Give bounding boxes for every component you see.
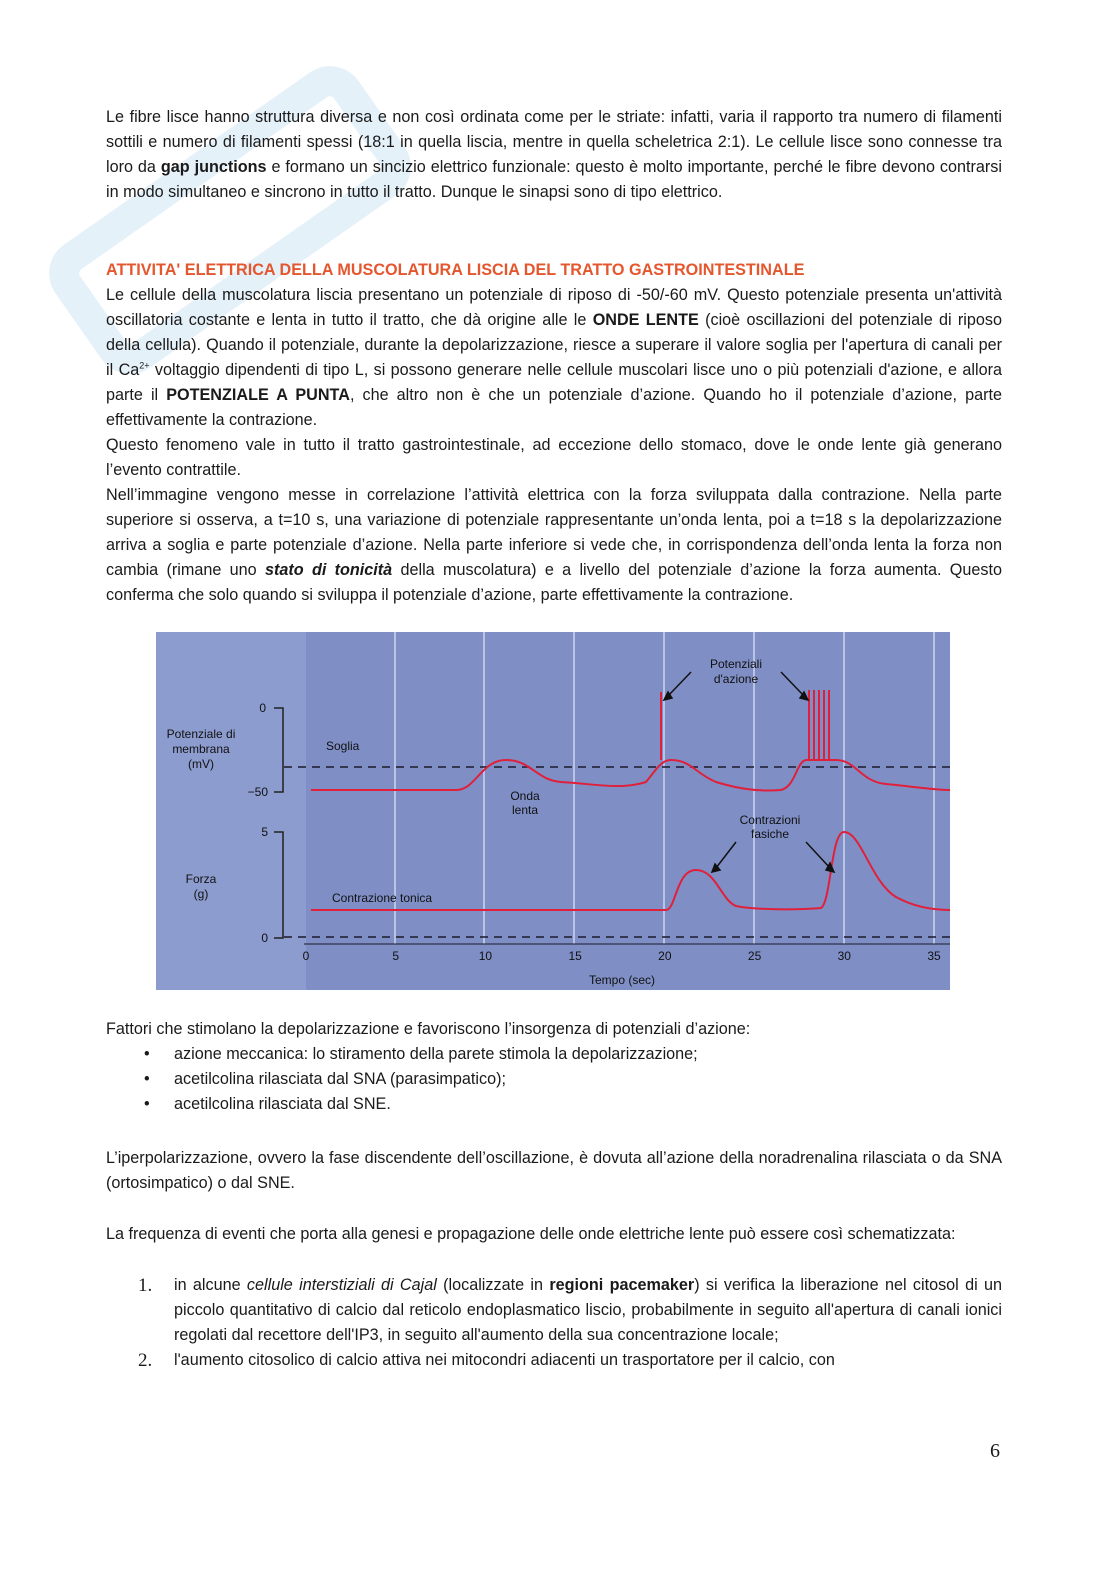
- x-tick-label: 20: [658, 949, 672, 963]
- tick-top-0: 0: [259, 701, 266, 715]
- list-item: • acetilcolina rilasciata dal SNA (parasimpatico);: [174, 1067, 1002, 1092]
- numbered-list: [106, 1273, 1002, 1373]
- label-onda-lenta-2: lenta: [511, 803, 539, 817]
- paragraph-slow-waves: Le cellule della muscolatura liscia presentano un potenziale di riposo di -50/-60 mV. Questo potenziale presenta un'attività oscillatoria costante e lenta in tutto il tratto, che dà origine alle le ONDE LENTE (cioè oscillazioni del potenziale di riposo della cellula). Quando il potenziale, durante la depolarizzazione, riesce a superare il valore soglia per l'apertura di canali per il $Ca^{2+}$ voltaggio dipendenti di tipo L, si possono generare nelle cellule muscolari lisce uno o più potenziali d'azione, e allora parte il POTENZIALE A PUNTA, che altro non è che un potenziale d’azione. Quando ho il potenziale d’azione, parte effettivamente la contrazione.: [106, 286, 1002, 429]
- list-item: 1. in alcune cellule interstiziali di Cajal (localizzate in regioni pacemaker) si verifica la liberazione nel citosol di un piccolo quantitativo di calcio dal reticolo endoplasmatico liscio, probabilmente in seguito all'apertura di canali ionici regolati dal recettore dell'IP3, in seguito all'aumento della sua concentrazione locale;: [138, 1275, 1003, 1344]
- x-tick-label: 35: [927, 949, 941, 963]
- label-soglia: Soglia: [326, 739, 360, 753]
- x-tick-label: 5: [392, 949, 400, 963]
- label-contrazioni-1: Contrazioni: [739, 813, 801, 827]
- label-contrazione-tonica: Contrazione tonica: [332, 891, 433, 905]
- label-onda-lenta-1: Onda: [510, 789, 540, 803]
- ylabel-top-line1: Potenziale di: [166, 727, 236, 741]
- label-contrazioni-2: fasiche: [750, 827, 790, 841]
- list-item: • acetilcolina rilasciata dal SNE.: [174, 1092, 1002, 1117]
- intro-paragraph: Le fibre lisce hanno struttura diversa e non così ordinata come per le striate: infatti, varia il rapporto tra numero di filamenti sottili e numero di filamenti spessi (18:1 in quella liscia, mentre in quella scheletrica 2:1). Le cellule lisce sono connesse tra loro da gap junctions e formano un sincizio elettrico funzionale: questo è molto importante, perché le fibre devono contrarsi in modo simultaneo e sincrono in tutto il tratto. Dunque le sinapsi sono di tipo elettrico.: [106, 108, 1002, 201]
- x-axis-label: Tempo (sec): [588, 973, 656, 987]
- paragraph-sequence-intro: La frequenza di eventi che porta alla genesi e propagazione delle onde elettriche lente può essere così schematizzata:: [106, 1225, 956, 1243]
- tick-bottom-0: 0: [261, 931, 268, 945]
- list-item: 2. l'aumento citosolico di calcio attiva nei mitocondri adiacenti un trasportatore per il calcio, con: [138, 1350, 835, 1371]
- membrane-potential-force-figure: [156, 632, 950, 990]
- label-potenziali-1: Potenziali: [709, 657, 763, 671]
- ylabel-top-line2: membrana: [172, 742, 230, 756]
- list-item: • azione meccanica: lo stiramento della parete stimola la depolarizzazione;: [174, 1042, 1002, 1067]
- x-tick-label: 30: [837, 949, 851, 963]
- x-tick-label: 0: [302, 949, 310, 963]
- tick-bottom-5: 5: [261, 825, 268, 839]
- x-tick-label: 10: [478, 949, 493, 963]
- ylabel-bottom-line2: (g): [193, 887, 209, 901]
- ylabel-top-line3: (mV): [188, 757, 214, 771]
- label-potenziali-2: d'azione: [713, 672, 759, 686]
- paragraph-figure-description: Nell’immagine vengono messe in correlazione l’attività elettrica con la forza sviluppata dalla contrazione. Nella parte superiore si osserva, a t=10 s, una variazione di potenziale rappresentante un’onda lenta, poi a t=18 s la depolarizzazione arriva a soglia e parte potenziale d’azione. Nella parte inferiore si vede che, in corrispondenza dell’onda lenta la forza non cambia (rimane uno stato di tonicità della muscolatura) e a livello del potenziale d’azione la forza aumenta. Questo conferma che solo quando si sviluppa il potenziale d’azione, parte effettivamente la contrazione.: [106, 486, 1002, 604]
- page-number: 6: [990, 1440, 1000, 1462]
- paragraph-stomach: Questo fenomeno vale in tutto il tratto gastrointestinale, ad eccezione dello stomaco, dove le onde lente già generano l’evento contrattile.: [106, 436, 1002, 479]
- x-tick-label: 25: [747, 949, 762, 963]
- ylabel-bottom-line1: Forza: [185, 872, 217, 886]
- x-tick-label: 15: [568, 949, 582, 963]
- tick-top-minus50: −50: [247, 785, 268, 799]
- bullets-intro: Fattori che stimolano la depolarizzazione e favoriscono l’insorgenza di potenziali d’azione:: [106, 1020, 751, 1038]
- paragraph-hyperpolarization: L’iperpolarizzazione, ovvero la fase discendente dell’oscillazione, è dovuta all’azione della noradrenalina rilasciata o da SNA (ortosimpatico) o dal SNE.: [106, 1149, 1002, 1192]
- depolarization-factors: [106, 1017, 1002, 1117]
- section-heading: ATTIVITA' ELETTRICA DELLA MUSCOLATURA LISCIA DEL TRATTO GASTROINTESTINALE: [106, 261, 805, 279]
